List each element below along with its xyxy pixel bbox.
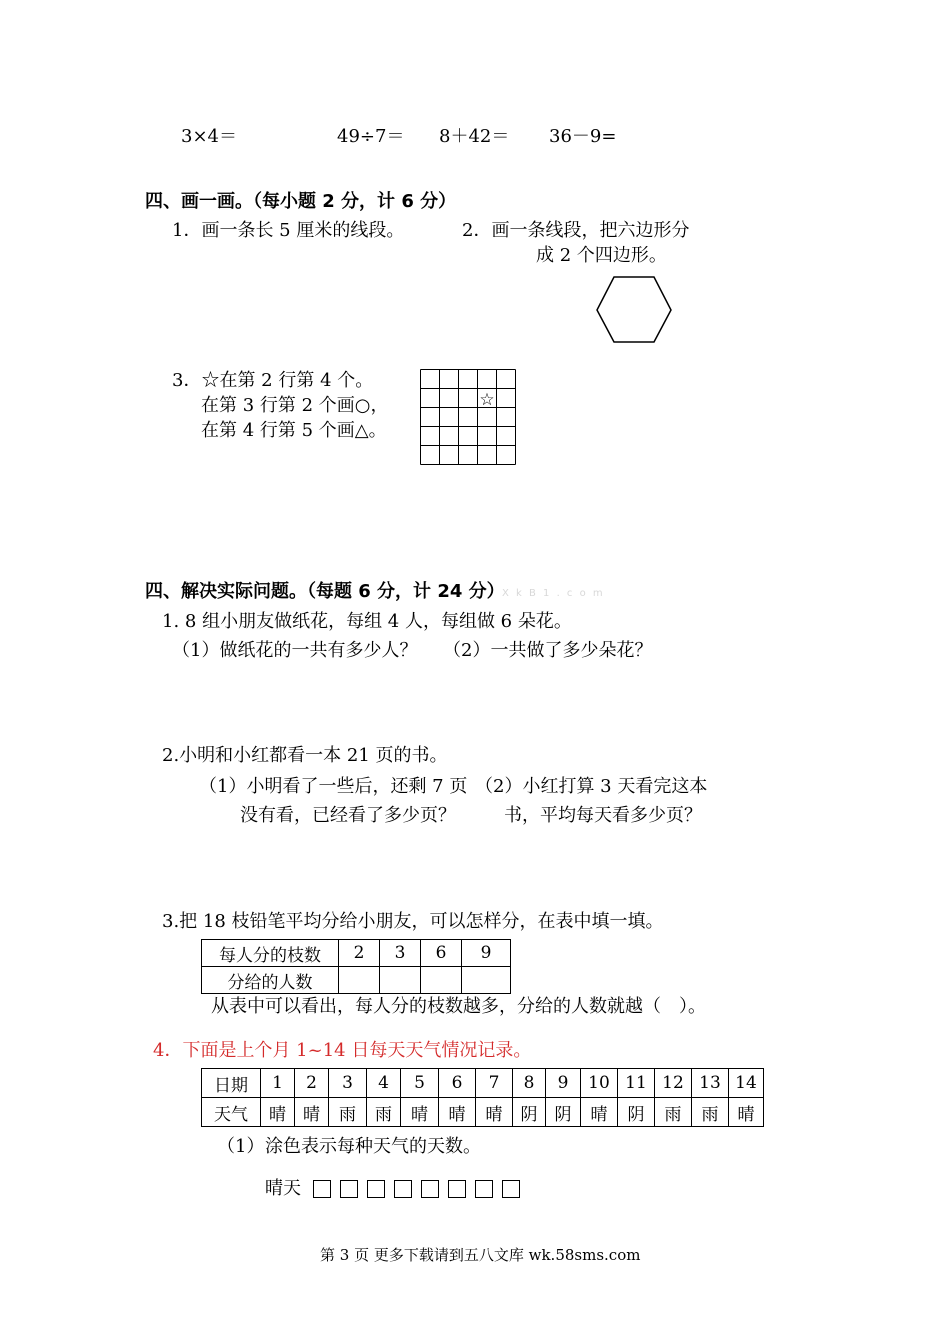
problem-3-conclusion: 从表中可以看出，每人分的枝数越多，分给的人数就越（ ）。: [211, 996, 706, 1017]
weather-value-cell: 阴: [546, 1098, 581, 1127]
arith-item: 3×4＝: [181, 126, 237, 147]
weather-date-cell: 14: [729, 1069, 764, 1098]
problem-2: 2.小明和小红都看一本 21 页的书。: [162, 745, 448, 766]
weather-value-cell: 雨: [692, 1098, 729, 1127]
problem-3: 3.把 18 枝铅笔平均分给小朋友，可以怎样分，在表中填一填。: [162, 911, 664, 932]
weather-date-cell: 11: [618, 1069, 655, 1098]
weather-date-cell: 5: [401, 1069, 439, 1098]
table-answer-cell[interactable]: [421, 967, 462, 994]
weather-value-cell: 晴: [476, 1098, 513, 1127]
color-box[interactable]: [502, 1180, 520, 1198]
sunny-boxes: [313, 1180, 529, 1198]
color-box[interactable]: [394, 1180, 412, 1198]
arith-item: 49÷7＝: [337, 126, 405, 147]
color-box[interactable]: [367, 1180, 385, 1198]
color-box[interactable]: [475, 1180, 493, 1198]
draw-q2-line2: 成 2 个四边形。: [536, 245, 667, 266]
draw-q1: 1．画一条长 5 厘米的线段。: [172, 220, 405, 241]
problem-4-q1: 涂色表示每种天气的天数。: [265, 1136, 481, 1157]
problem-2a-line2: 没有看，已经看了多少页？: [240, 805, 456, 826]
weather-value-cell: 阴: [513, 1098, 546, 1127]
arith-item: 8＋42＝: [439, 126, 510, 147]
weather-date-cell: 1: [261, 1069, 295, 1098]
problem-4: 4．下面是上个月 1~14 日每天天气情况记录。: [153, 1040, 532, 1061]
weather-value-cell: 雨: [655, 1098, 692, 1127]
weather-date-cell: 10: [581, 1069, 618, 1098]
weather-date-cell: 4: [367, 1069, 401, 1098]
square-grid: [420, 369, 517, 465]
pencil-table: [201, 939, 511, 994]
weather-value-cell: 晴: [729, 1098, 764, 1127]
hexagon-figure: [594, 275, 674, 345]
weather-value-cell: 晴: [261, 1098, 295, 1127]
problem-2b-line2: 书，平均每天看多少页？: [504, 805, 702, 826]
problem-1: 1. 8 组小朋友做纸花，每组 4 人，每组做 6 朵花。: [162, 611, 572, 632]
color-box[interactable]: [340, 1180, 358, 1198]
draw-q2-line1: 2．画一条线段，把六边形分: [462, 220, 690, 241]
weather-value-cell: 晴: [439, 1098, 476, 1127]
problem-1b: （2）一共做了多少朵花？: [443, 640, 653, 661]
table-row-label: 分给的人数: [202, 967, 339, 994]
table-row-label: 日期: [202, 1069, 261, 1098]
problem-4-q1-num: （1）: [217, 1136, 265, 1157]
table-cell: 3: [380, 940, 421, 967]
draw-q3-line2: 在第 3 行第 2 个画○，: [201, 395, 389, 416]
sunny-label: 晴天: [265, 1178, 301, 1199]
table-cell: 9: [462, 940, 511, 967]
problem-1a: （1）做纸花的一共有多少人？: [172, 640, 418, 661]
weather-date-cell: 2: [295, 1069, 329, 1098]
table-answer-cell[interactable]: [380, 967, 421, 994]
draw-q3-line3: 在第 4 行第 5 个画△。: [201, 420, 387, 441]
color-box[interactable]: [421, 1180, 439, 1198]
table-row-label: 天气: [202, 1098, 261, 1127]
problem-2b-line1: （2）小红打算 3 天看完这本: [475, 776, 708, 797]
star-icon: ☆: [479, 390, 495, 410]
section-title-solve: 四、解决实际问题。（每题 6 分，计 24 分）: [145, 581, 505, 602]
color-box[interactable]: [313, 1180, 331, 1198]
arith-item: 36－9=: [549, 126, 617, 147]
weather-value-cell: 雨: [367, 1098, 401, 1127]
weather-date-cell: 8: [513, 1069, 546, 1098]
weather-date-cell: 6: [439, 1069, 476, 1098]
problem-2a-line1: （1）小明看了一些后，还剩 7 页: [199, 776, 468, 797]
draw-q3-line1: 3．☆在第 2 行第 4 个。: [172, 370, 374, 391]
page-footer: 第 3 页 更多下载请到五八文库 wk.58sms.com: [320, 1246, 641, 1264]
weather-value-cell: 雨: [329, 1098, 367, 1127]
watermark: X k B 1 . c o m: [502, 588, 605, 599]
weather-table: [201, 1068, 764, 1127]
weather-date-cell: 13: [692, 1069, 729, 1098]
weather-date-cell: 12: [655, 1069, 692, 1098]
weather-value-cell: 晴: [401, 1098, 439, 1127]
section-title-draw: 四、画一画。（每小题 2 分，计 6 分）: [145, 191, 457, 212]
table-cell: 2: [339, 940, 380, 967]
color-box[interactable]: [448, 1180, 466, 1198]
weather-value-cell: 晴: [295, 1098, 329, 1127]
table-answer-cell[interactable]: [339, 967, 380, 994]
weather-date-cell: 7: [476, 1069, 513, 1098]
table-answer-cell[interactable]: [462, 967, 511, 994]
weather-date-cell: 9: [546, 1069, 581, 1098]
weather-value-cell: 阴: [618, 1098, 655, 1127]
table-row-label: 每人分的枝数: [202, 940, 339, 967]
table-cell: 6: [421, 940, 462, 967]
weather-value-cell: 晴: [581, 1098, 618, 1127]
weather-date-cell: 3: [329, 1069, 367, 1098]
